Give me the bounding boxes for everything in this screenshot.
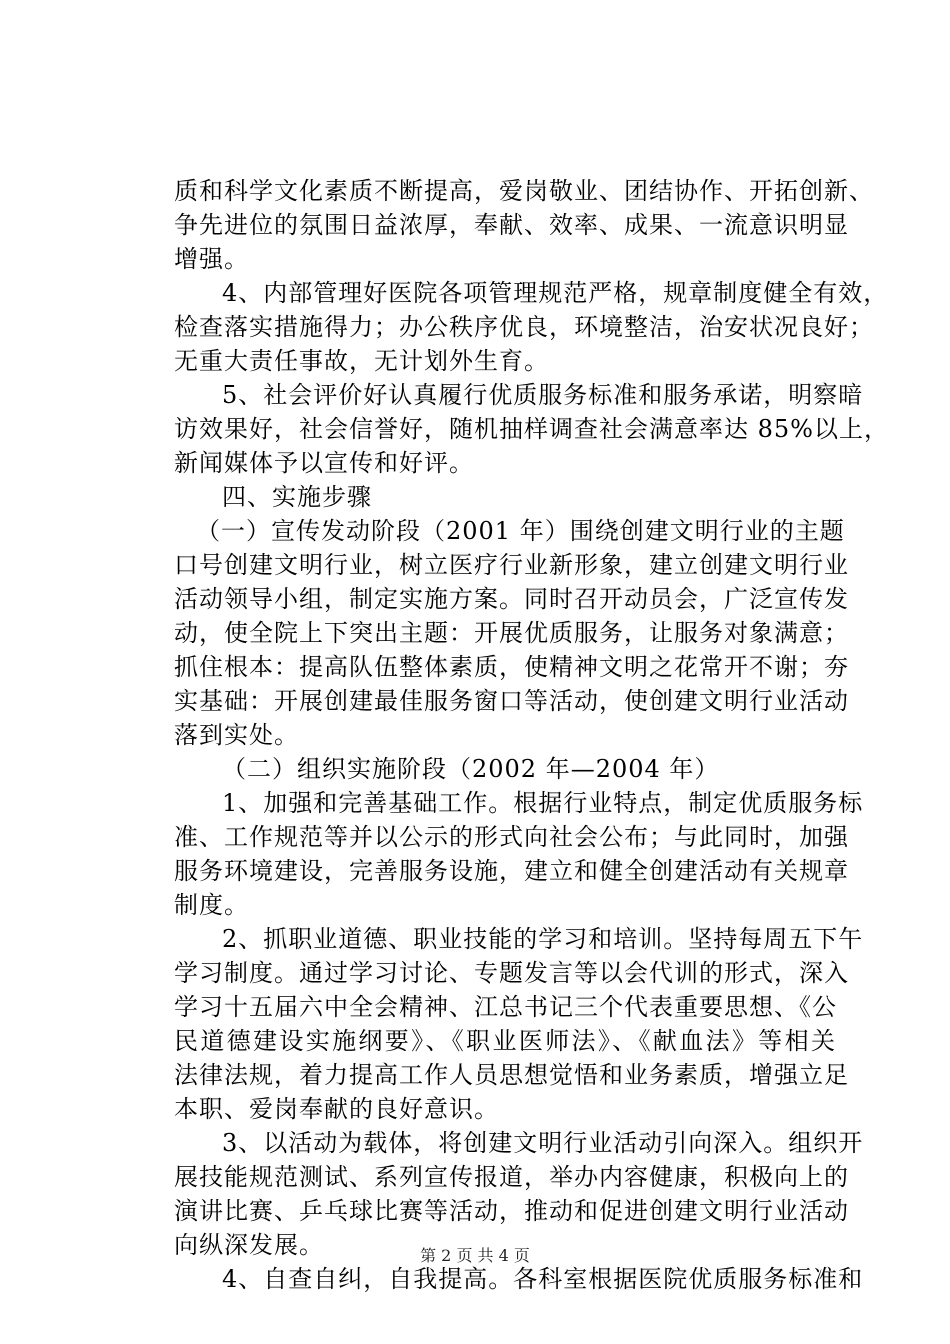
- text-line: 3、以活动为载体，将创建文明行业活动引向深入。组织开: [222, 1129, 864, 1157]
- text-line: 质和科学文化素质不断提高，爱岗敬业、团结协作、开拓创新、: [174, 177, 874, 205]
- text-line: 本职、爱岗奉献的良好意识。: [174, 1095, 499, 1123]
- text-line: 动，使全院上下突出主题：开展优质服务，让服务对象满意；: [174, 619, 849, 647]
- text-line: （一）宣传发动阶段（2001 年）围绕创建文明行业的主题: [196, 517, 845, 545]
- text-line: 实基础：开展创建最佳服务窗口等活动，使创建文明行业活动: [174, 687, 849, 715]
- document-body: [174, 174, 889, 1296]
- text-line: 活动领导小组，制定实施方案。同时召开动员会，广泛宣传发: [174, 585, 849, 613]
- text-line: 学习十五届六中全会精神、江总书记三个代表重要思想、《公: [174, 993, 837, 1021]
- text-line: 制度。: [174, 891, 249, 919]
- text-line: 民道德建设实施纲要》、《职业医师法》、《献血法》等相关: [174, 1027, 836, 1055]
- text-line: 准、工作规范等并以公示的形式向社会公布；与此同时，加强: [174, 823, 849, 851]
- text-line: 法律法规，着力提高工作人员思想觉悟和业务素质，增强立足: [174, 1061, 849, 1089]
- text-line: 争先进位的氛围日益浓厚，奉献、效率、成果、一流意识明显: [174, 211, 849, 239]
- text-line: 无重大责任事故，无计划外生育。: [174, 347, 549, 375]
- text-line: 口号创建文明行业，树立医疗行业新形象，建立创建文明行业: [174, 551, 849, 579]
- text-line: 向纵深发展。: [174, 1231, 324, 1259]
- subsection-heading: （二）组织实施阶段（2002 年—2004 年）: [222, 755, 720, 783]
- text-line: 2、抓职业道德、职业技能的学习和培训。坚持每周五下午: [222, 925, 864, 953]
- text-line: 4、自查自纠，自我提高。各科室根据医院优质服务标准和: [222, 1265, 864, 1293]
- text-line: 检查落实措施得力；办公秩序优良，环境整洁，治安状况良好；: [174, 313, 874, 341]
- text-line: 访效果好，社会信誉好，随机抽样调查社会满意率达 85%以上，: [174, 415, 889, 443]
- text-line: 5、社会评价好认真履行优质服务标准和服务承诺，明察暗: [222, 381, 864, 409]
- text-line: 服务环境建设，完善服务设施，建立和健全创建活动有关规章: [174, 857, 849, 885]
- text-line: 新闻媒体予以宣传和好评。: [174, 449, 474, 477]
- page-number-footer: 第 2 页 共 4 页: [420, 1246, 530, 1265]
- text-line: 4、内部管理好医院各项管理规范严格，规章制度健全有效，: [222, 279, 889, 307]
- text-line: 增强。: [174, 245, 249, 273]
- text-line: 1、加强和完善基础工作。根据行业特点，制定优质服务标: [222, 789, 864, 817]
- section-heading: 四、实施步骤: [222, 483, 372, 511]
- text-line: 落到实处。: [174, 721, 299, 749]
- text-line: 演讲比赛、乒乓球比赛等活动，推动和促进创建文明行业活动: [174, 1197, 849, 1225]
- text-line: 抓住根本：提高队伍整体素质，使精神文明之花常开不谢；夯: [174, 653, 849, 681]
- text-line: 学习制度。通过学习讨论、专题发言等以会代训的形式，深入: [174, 959, 849, 987]
- text-line: 展技能规范测试、系列宣传报道，举办内容健康，积极向上的: [174, 1163, 849, 1191]
